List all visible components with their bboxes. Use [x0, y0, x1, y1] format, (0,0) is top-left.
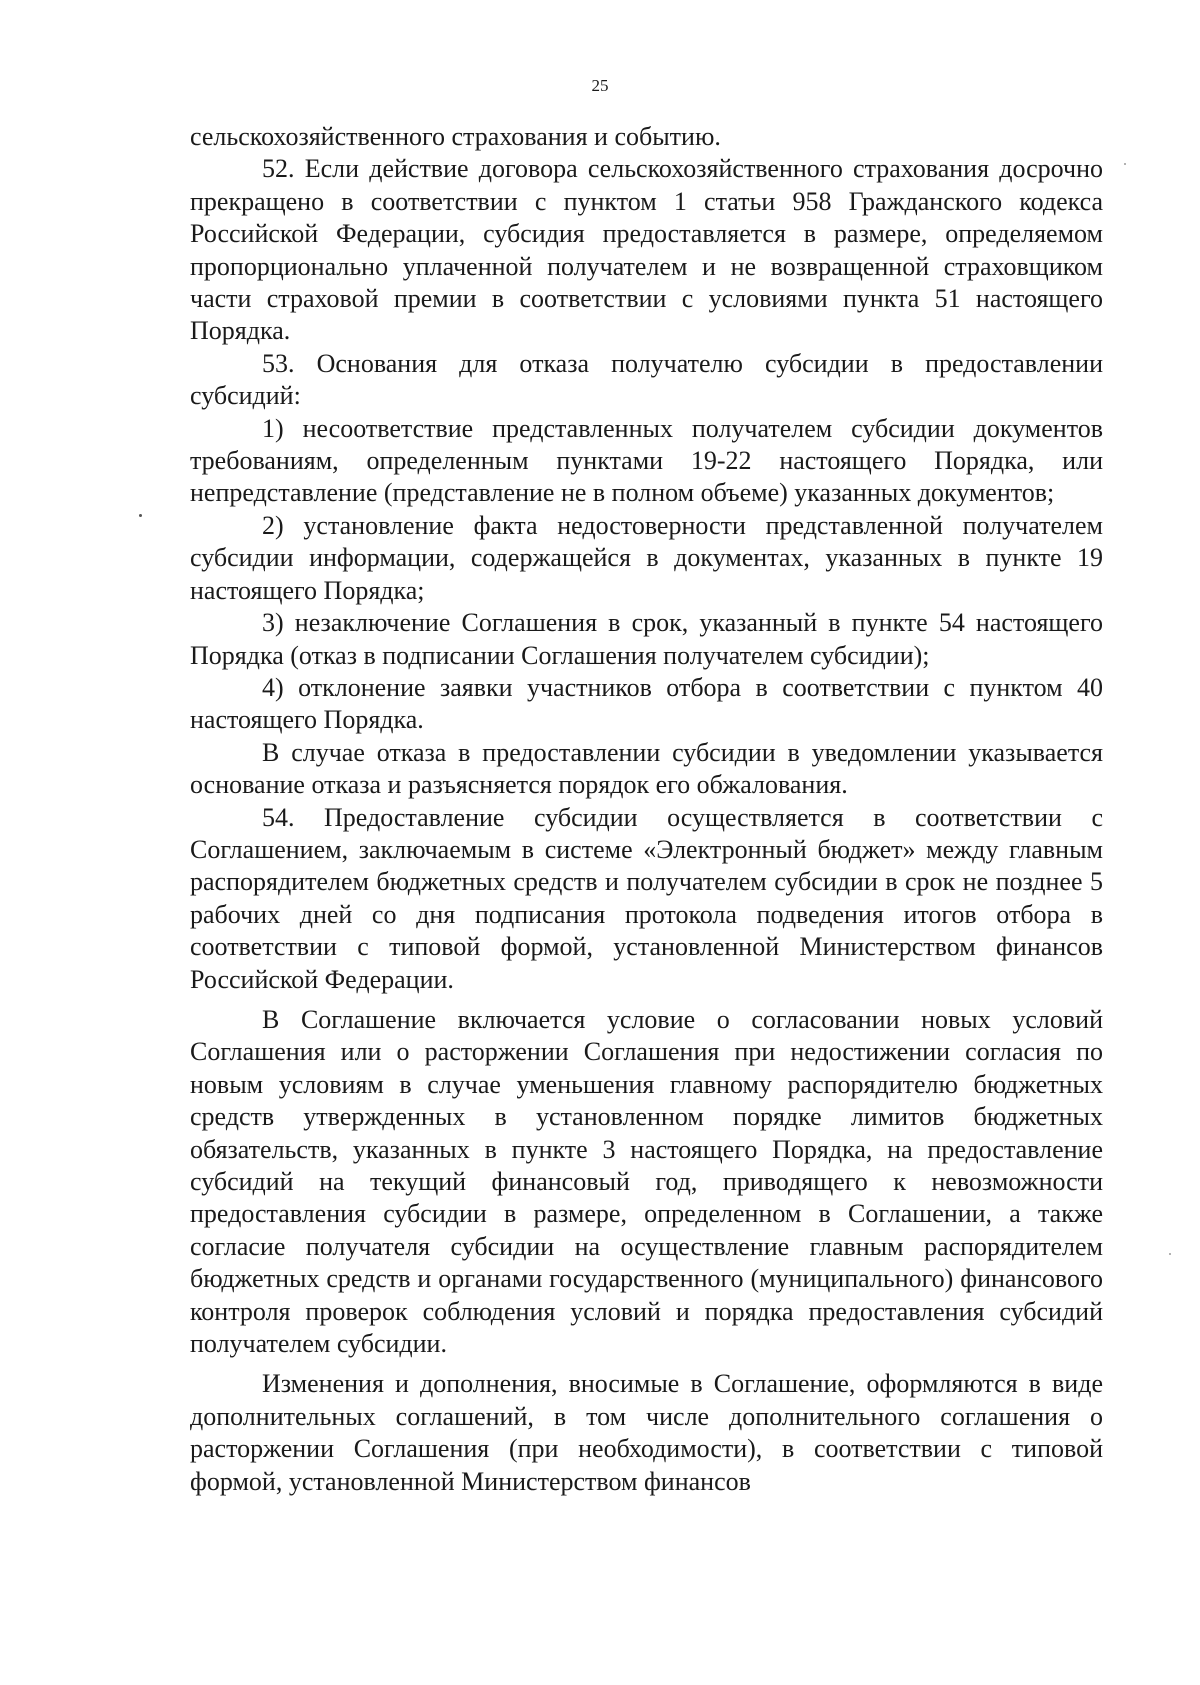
- paragraph-agreement-conditions: В Соглашение включается условие о согласовании новых условий Соглашения или о расторжении Соглашения при недостижении согласия по новым условиям в случае уменьшения главному распорядителю бюджетных средств утвержденных в установленном порядке лимитов бюджетных обязательств, указанных в пункте 3 настоящего Порядка, на предоставление субсидий на текущий финансовый год, приводящего к невозможности предоставления субсидии в размере, определенном в Соглашении, а также согласие получателя субсидии на осуществление главным распорядителем бюджетных средств и органами государственного (муниципального) финансового контроля проверок соблюдения условий и порядка предоставления субсидий получателем субсидии.: [190, 1004, 1103, 1359]
- paragraph-53-item-3: 3) незаключение Соглашения в срок, указанный в пункте 54 настоящего Порядка (отказ в подписании Соглашения получателем субсидии);: [190, 608, 1103, 670]
- paragraph-53-item-4: 4) отклонение заявки участников отбора в соответствии с пунктом 40 настоящего Порядка.: [190, 672, 1103, 735]
- page-number: 25: [591, 76, 609, 95]
- scan-speck: [1169, 1253, 1171, 1255]
- scan-speck: [139, 514, 142, 517]
- scan-speck: [1124, 163, 1126, 165]
- paragraph-54: 54. Предоставление субсидии осуществляется в соответствии с Соглашением, заключаемым в системе «Электронный бюджет» между главным распорядителем бюджетных средств и получателем субсидии в срок не позднее 5 рабочих дней со дня подписания протокола подведения итогов отбора в соответствии с типовой формой, установленной Министерством финансов Российской Федерации.: [190, 802, 1103, 994]
- paragraph-53: 53. Основания для отказа получателю субсидии в предоставлении субсидий:: [190, 348, 1103, 411]
- paragraph-53-item-1: 1) несоответствие представленных получателем субсидии документов требованиям, определенным пунктами 19-22 настоящего Порядка, или непредставление (представление не в полном объеме) указанных документов;: [190, 413, 1103, 508]
- paragraph-52: 52. Если действие договора сельскохозяйственного страхования досрочно прекращено в соответствии с пунктом 1 статьи 958 Гражданского кодекса Российской Федерации, субсидия предоставляется в размере, определяемом пропорционально уплаченной получателем и не возвращенной страховщиком части страховой премии в соответствии с условиями пункта 51 настоящего Порядка.: [190, 154, 1103, 346]
- paragraph-agreement-changes: Изменения и дополнения, вносимые в Соглашение, оформляются в виде дополнительных соглашений, в том числе дополнительного соглашения о расторжении Соглашения (при необходимости), в соответствии с типовой формой, установленной Министерством финансов: [190, 1369, 1103, 1496]
- paragraph-continuation: сельскохозяйственного страхования и событию.: [190, 122, 721, 151]
- paragraph-53-item-2: 2) установление факта недостоверности представленной получателем субсидии информации, содержащейся в документах, указанных в пункте 19 настоящего Порядка;: [190, 510, 1103, 605]
- document-body: [190, 121, 1103, 1498]
- paragraph-refusal-notice: В случае отказа в предоставлении субсидии в уведомлении указывается основание отказа и разъясняется порядок его обжалования.: [190, 737, 1103, 800]
